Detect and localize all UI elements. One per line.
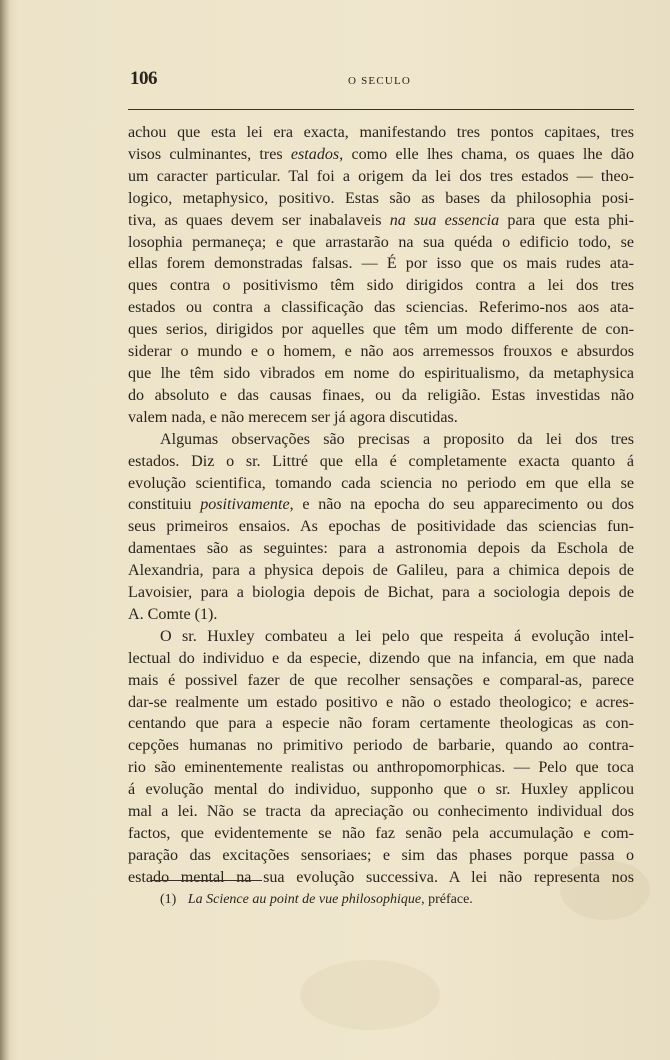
text-line: mais é possivel fazer de que recolher sensações e comparal-as, parece [128,671,634,689]
text-line: um caracter particular. Tal foi a origem da lei dos tres estados — theo- [128,167,634,185]
text-line: tiva, as quaes devem ser inabalaveis na sua essencia para que esta phi- [128,211,634,229]
page-header [128,68,634,92]
text-line: ellas forem demonstradas falsas. — É por isso que os mais rudes ata- [128,255,634,273]
text-line: factos, que evidentemente se não faz senão pela accumulação e com- [128,825,634,842]
text-line: Alexandria, para a physica depois de Galileu, para a chimica depois de [128,562,634,580]
text-line: paração das excitações sensoriaes; e sim das phases porque passa o [128,846,634,864]
text-line: logico, metaphysico, positivo. Estas são as bases da philosophia posi- [128,189,634,207]
text-line: estados ou contra a classificação das sciencias. Referimo-nos aos ata- [128,299,634,317]
italic-word: estados [290,145,340,163]
italic-word: positivamente [200,496,290,514]
text-line: Algumas observações são precisas a proposito da lei dos tres [160,430,634,448]
text-line: Lavoisier, para a biologia depois de Bichat, para a sociologia depois de [128,584,634,602]
header-rule [128,109,634,110]
text-line: losophia permaneça; e que arrastarão na sua quéda o edificio todo, se [128,233,634,251]
text-line: estados. Diz o sr. Littré que ella é completamente exacta quanto á [128,452,634,470]
text-line: ques contra o positivismo têm sido dirigidos contra a lei dos tres [128,277,634,295]
footnote-title: La Science au point de vue philosophique [187,892,422,907]
text-line: centando que para a especie não foram certamente theologicas as con- [128,715,634,733]
text-line: ques serios, dirigidos por aquelles que têm um modo differente de con- [128,321,634,339]
text-line: seus primeiros ensaios. As epochas de positividade das sciencias fun- [128,518,634,536]
text-line: estado mental na sua evolução successiva. A lei não representa nos [128,868,634,886]
text-line: constituiu positivamente, e não na epocha do seu apparecimento ou dos [128,496,634,514]
italic-phrase: na sua essencia [389,211,500,229]
text-line: damentaes são as seguintes: para a astronomia depois da Eschola de [128,540,634,558]
text-line: siderar o mundo e o homem, e não aos arremessos frouxos e absurdos [128,343,634,361]
text-line: visos culminantes, tres estados, como elle lhes chama, os quaes lhe dão [128,145,635,163]
text-line: do absoluto e das causas finaes, ou da religião. Estas investidas não [128,386,634,404]
text-line: que lhe têm sido vibrados em nome do espiritualismo, da metaphysica [128,364,634,382]
text-line: evolução scientifica, tomando cada sciencia no periodo em que ella se [128,474,634,492]
text-line: dar-se realmente um estado positivo e não o estado theologico; e acres- [128,693,634,711]
footnote-marker: (1) [160,892,177,907]
page-binding-edge [0,0,10,1060]
body-text [128,122,634,889]
text-line: valem nada, e não merecem ser já agora discutidas. [128,408,458,426]
paper-stain [300,960,440,1030]
text-line: O sr. Huxley combateu a lei pelo que respeita á evolução intel- [160,627,634,645]
footnote-suffix: , préface. [421,892,473,907]
text-line: rio são eminentemente realistas ou anthropomorphicas. — Pelo que toca [128,759,634,777]
footnote [160,890,473,910]
footnote-rule [150,880,262,881]
text-line: A. Comte (1). [128,605,218,623]
text-line: cepções humanas no primitivo periodo de barbarie, quando ao contra- [128,737,634,755]
text-line: á evolução mental do individuo, supponho que o sr. Huxley applicou [128,781,634,799]
text-line: lectual do individuo e da especie, dizendo que na infancia, em que nada [128,649,634,667]
text-line: achou que esta lei era exacta, manifestando tres pontos capitaes, tres [128,124,634,141]
text-line: mal a lei. Não se tracta da apreciação ou conhecimento individual dos [128,803,634,821]
page-number: 106 [130,68,157,89]
running-title: O SECULO [348,75,412,87]
